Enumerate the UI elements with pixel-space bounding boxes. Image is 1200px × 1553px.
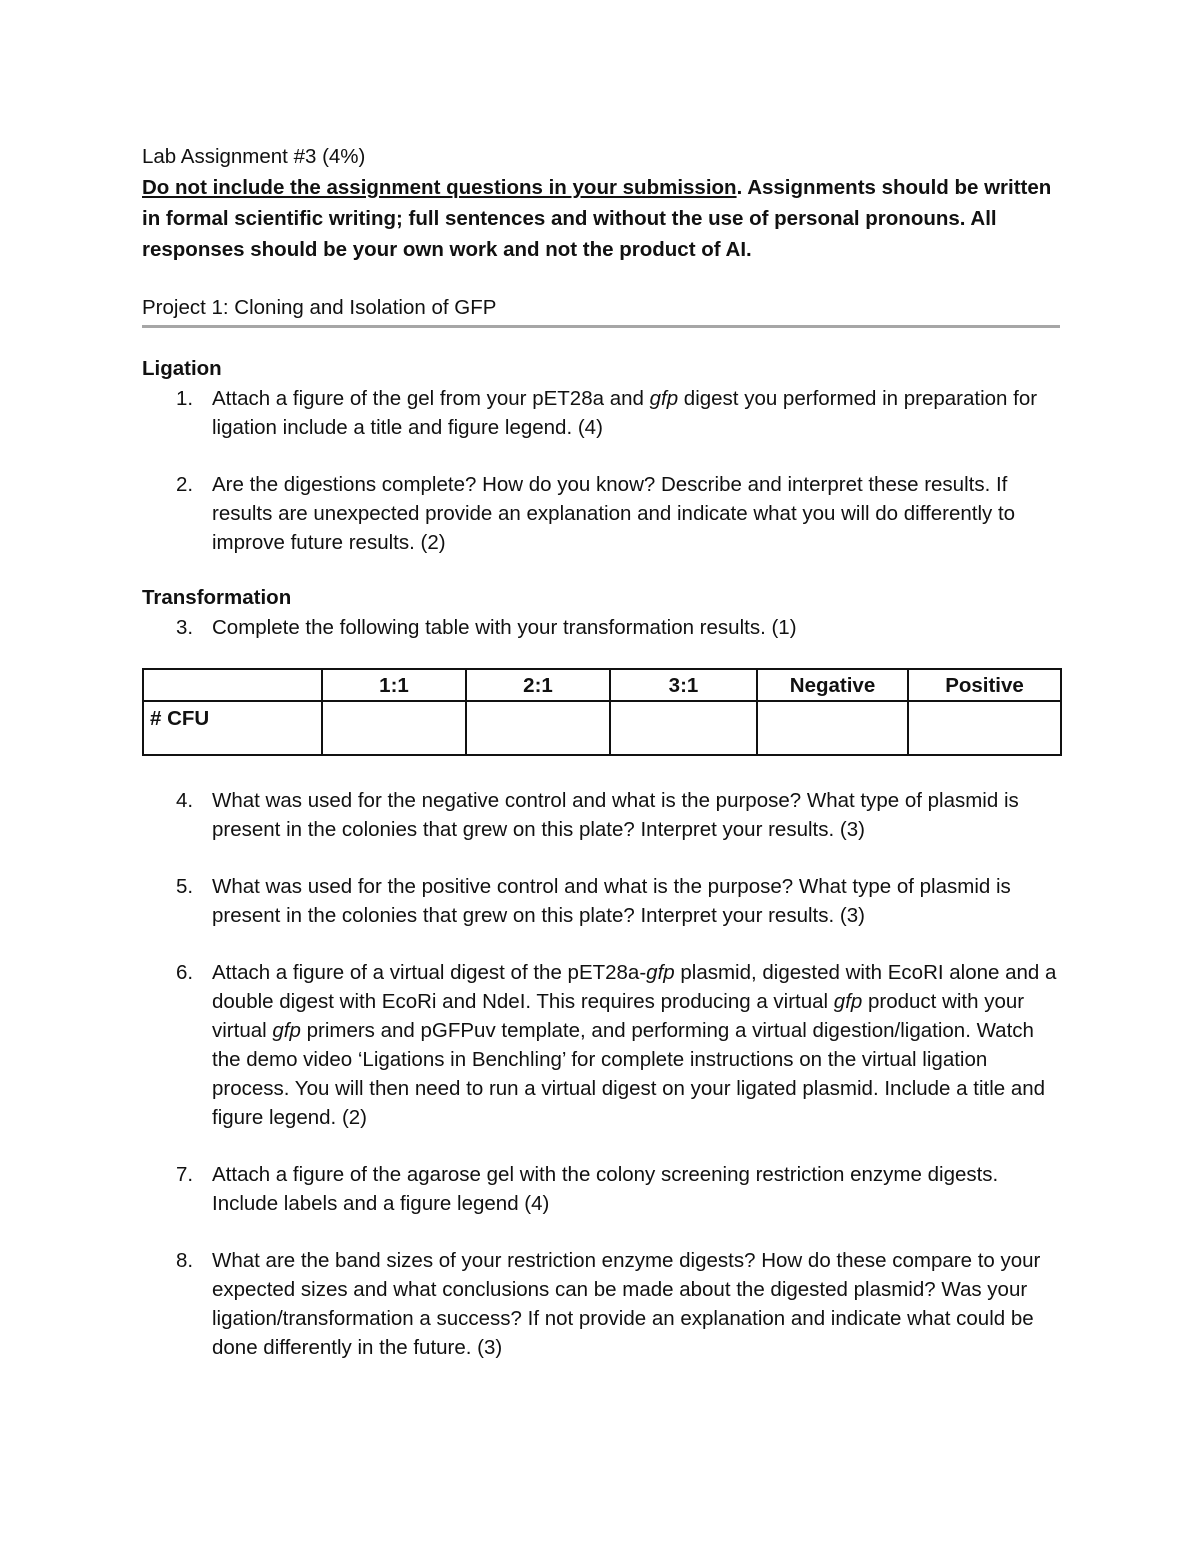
question-5: [142, 872, 1060, 930]
question-points: (3): [839, 904, 865, 927]
question-italic-term: gfp: [649, 387, 679, 410]
question-points: (2): [420, 531, 446, 554]
table-row: [143, 701, 1061, 755]
question-points: (4): [577, 416, 603, 439]
question-points: (4): [524, 1192, 550, 1215]
section-transformation: Transformation: [142, 586, 292, 609]
table-cell-empty: [466, 701, 610, 755]
question-text: Attach a figure of the gel from your pET28a and: [212, 387, 650, 410]
question-number: 6.: [176, 961, 194, 984]
question-8: [142, 1246, 1060, 1362]
question-number: 5.: [176, 875, 194, 898]
instruction-rest: . Assignments should be written in formal scientific writing; full sentences and without the use of personal pronouns. All responses should be your own work and not the product of AI.: [142, 176, 1052, 261]
ligation-questions: [142, 384, 1060, 557]
table-header-row: [143, 669, 1061, 701]
transformation-questions-continued: [142, 786, 1060, 1362]
question-text: What was used for the negative control and what is the purpose? What type of plasmid is present in the colonies that grew on this plate? Interpret your results.: [212, 789, 1019, 841]
document-page: [142, 142, 1060, 1362]
question-italic-term: gfp: [646, 961, 675, 984]
question-2: [142, 470, 1060, 557]
question-4: [142, 786, 1060, 844]
question-points: (3): [839, 818, 865, 841]
question-text: plasmid, digested with EcoRI alone and a double digest with EcoRi and NdeI. This requires producing a virtual: [212, 961, 1057, 1013]
question-points: (2): [341, 1106, 367, 1129]
question-italic-term: gfp: [833, 990, 863, 1013]
table-cell-empty: [610, 701, 757, 755]
question-number: 1.: [176, 387, 194, 410]
question-1: [142, 384, 1060, 442]
question-text: Attach a figure of a virtual digest of the pET28a-: [212, 961, 647, 984]
question-6: [142, 958, 1060, 1132]
table-cell-empty: [908, 701, 1061, 755]
question-3: [142, 613, 1060, 642]
table-header-cell: Negative: [757, 669, 908, 701]
table-cell-empty: [322, 701, 466, 755]
question-number: 7.: [176, 1163, 194, 1186]
project-title: Project 1: Cloning and Isolation of GFP: [142, 293, 1060, 328]
table-cell-empty: [757, 701, 908, 755]
question-7: [142, 1160, 1060, 1218]
question-text: primers and pGFPuv template, and performing a virtual digestion/ligation. Watch the demo video ‘Ligations in Benchling’ for complete instructions on the virtual ligation process. You will then need to run a virtual digest on your ligated plasmid. Include a title and figure legend.: [212, 1019, 1046, 1129]
question-points: (1): [771, 616, 797, 639]
section-ligation: Ligation: [142, 357, 222, 380]
question-text: Are the digestions complete? How do you know? Describe and interpret these results. If results are unexpected provide an explanation and indicate what you will do differently to improve future results.: [212, 473, 1016, 554]
question-text: What was used for the positive control and what is the purpose? What type of plasmid is present in the colonies that grew on this plate? Interpret your results.: [212, 875, 1011, 927]
question-text: Complete the following table with your transformation results.: [212, 616, 772, 639]
row-label-cfu: # CFU: [143, 701, 322, 755]
question-number: 3.: [176, 616, 194, 639]
question-text: What are the band sizes of your restriction enzyme digests? How do these compare to your expected sizes and what conclusions can be made about the digested plasmid? Was your ligation/transformation a success? If not provide an explanation and indicate what could be done differently in the future.: [212, 1249, 1041, 1359]
submission-instructions: [142, 172, 1060, 265]
question-text: digest you performed in preparation for ligation include a title and figure legend.: [212, 387, 1038, 439]
question-italic-term: gfp: [272, 1019, 301, 1042]
question-text: Attach a figure of the agarose gel with the colony screening restriction enzyme digests. Include labels and a figure legend: [212, 1163, 999, 1215]
question-number: 2.: [176, 473, 194, 496]
question-number: 4.: [176, 789, 194, 812]
assignment-title: Lab Assignment #3 (4%): [142, 145, 366, 168]
instruction-underlined: Do not include the assignment questions in your submission: [142, 176, 737, 199]
table-header-cell: 1:1: [322, 669, 466, 701]
transformation-questions: [142, 613, 1060, 642]
table-header-cell: 3:1: [610, 669, 757, 701]
question-number: 8.: [176, 1249, 194, 1272]
question-text: product with your virtual: [212, 990, 1025, 1042]
table-header-cell: [143, 669, 322, 701]
question-points: (3): [477, 1336, 503, 1359]
table-header-cell: Positive: [908, 669, 1061, 701]
transformation-results-table: [142, 668, 1062, 756]
table-header-cell: 2:1: [466, 669, 610, 701]
